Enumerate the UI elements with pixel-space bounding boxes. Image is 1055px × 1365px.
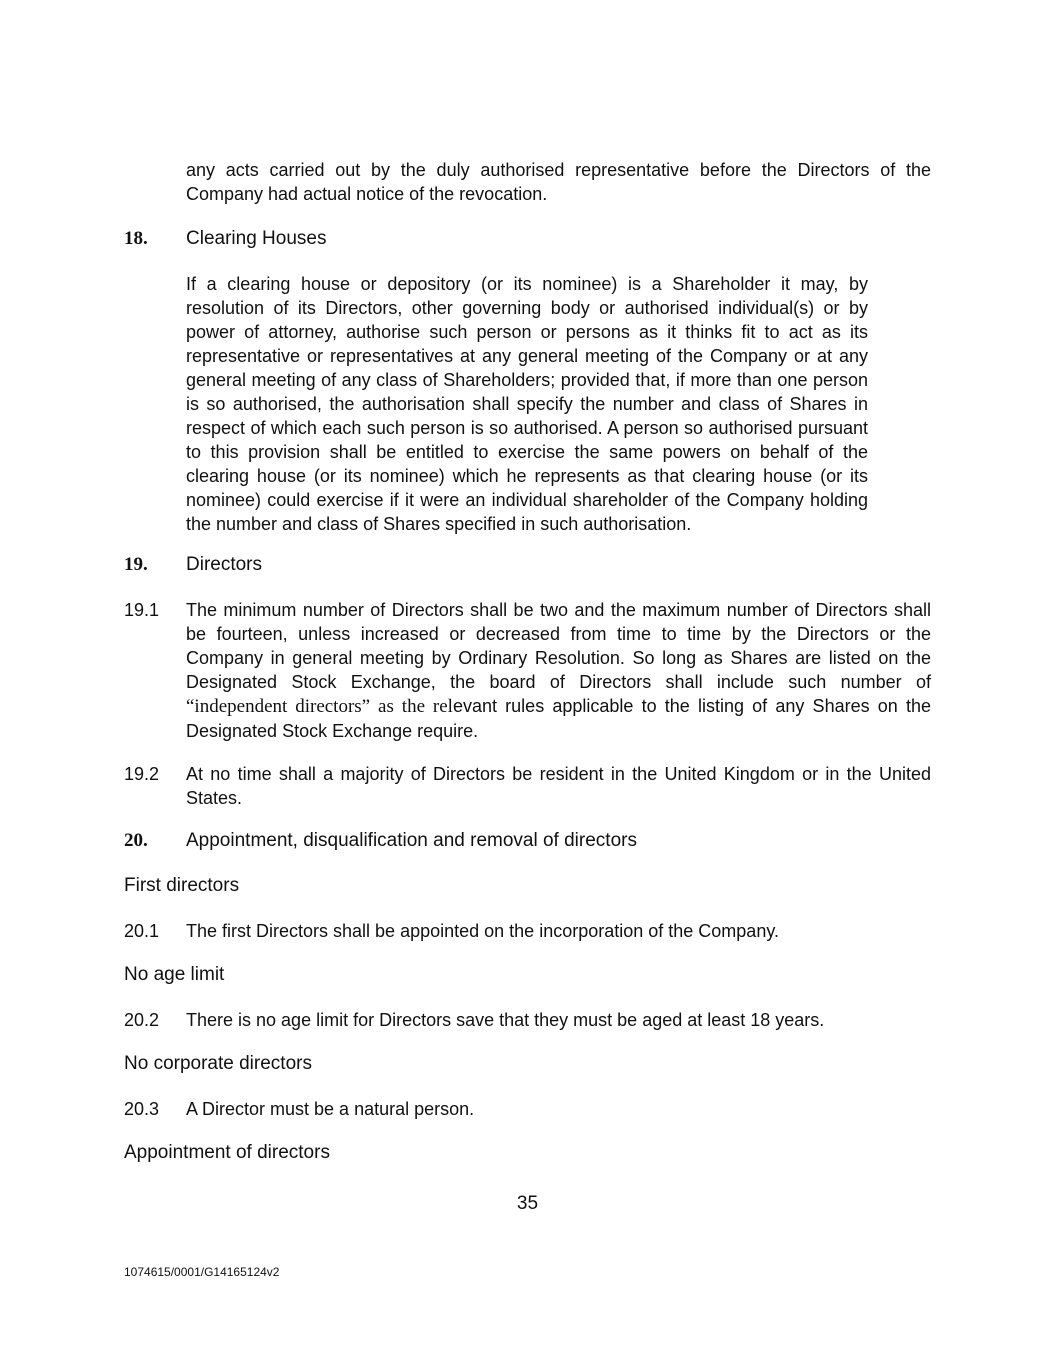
section-19-title: Directors — [186, 554, 263, 575]
page-number: 35 — [516, 1193, 539, 1214]
section-19-number: 19. — [124, 554, 148, 575]
section-18-body: If a clearing house or depository (or its nominee) is a Shareholder it may, by resolution of its Directors, other governing body or authorised individual(s) or by power of attorney, authorise such person or persons as it thinks fit to act as its representative or representatives at any general meeting of the Company or at any general meeting of any class of Shareholders; provided that, if more than one person is so authorised, the authorisation shall specify the number and class of Shares in respect of which each such person is so authorised. A person so authorised pursuant to this provision shall be entitled to exercise the same powers on behalf of the clearing house (or its nominee) which he represents as that clearing house (or its nominee) could exercise if it were an individual shareholder of the Company holding the number and class of Shares specified in such authorisation. — [186, 274, 868, 534]
clause-19-1-number: 19.1 — [124, 600, 160, 620]
clause-19-1-quoted-term: “independent directors” as the rel — [186, 696, 453, 717]
subheading-appointment-of-directors: Appointment of directors — [124, 1142, 330, 1163]
clause-20-1-number: 20.1 — [124, 921, 160, 941]
clause-19-1-text — [186, 598, 931, 743]
subheading-no-corporate-directors: No corporate directors — [124, 1053, 312, 1074]
clause-20-3-text: A Director must be a natural person. — [186, 1099, 475, 1119]
clause-19-2-text: At no time shall a majority of Directors be resident in the United Kingdom or in the United States. — [186, 764, 931, 808]
intro-paragraph: any acts carried out by the duly authorised representative before the Directors of the Company had actual notice of the revocation. — [186, 160, 931, 204]
subheading-first-directors: First directors — [124, 875, 240, 896]
section-20-number: 20. — [124, 830, 148, 851]
clause-20-3-number: 20.3 — [124, 1099, 160, 1119]
section-18-title: Clearing Houses — [186, 228, 327, 249]
clause-19-1-text-before: The minimum number of Directors shall be two and the maximum number of Directors shall be fourteen, unless increased or decreased from time to time by the Directors or the Company in general meeting by Ordinary Resolution. So long as Shares are listed on the Designated Stock Exchange, the board of Directors shall include such number of — [186, 600, 931, 692]
clause-20-1-text: The first Directors shall be appointed on the incorporation of the Company. — [186, 921, 779, 941]
section-20-title: Appointment, disqualification and removal of directors — [186, 830, 637, 851]
clause-19-1-text-after: evant rules applicable to the listing of any Shares on the Designated Stock Exchange require. — [186, 696, 931, 741]
subheading-no-age-limit: No age limit — [124, 964, 225, 985]
section-18-number: 18. — [124, 228, 148, 249]
document-reference: 1074615/0001/G14165124v2 — [124, 1265, 280, 1279]
clause-20-2-text: There is no age limit for Directors save that they must be aged at least 18 years. — [186, 1010, 825, 1030]
clause-19-2-number: 19.2 — [124, 764, 160, 784]
clause-20-2-number: 20.2 — [124, 1010, 160, 1030]
